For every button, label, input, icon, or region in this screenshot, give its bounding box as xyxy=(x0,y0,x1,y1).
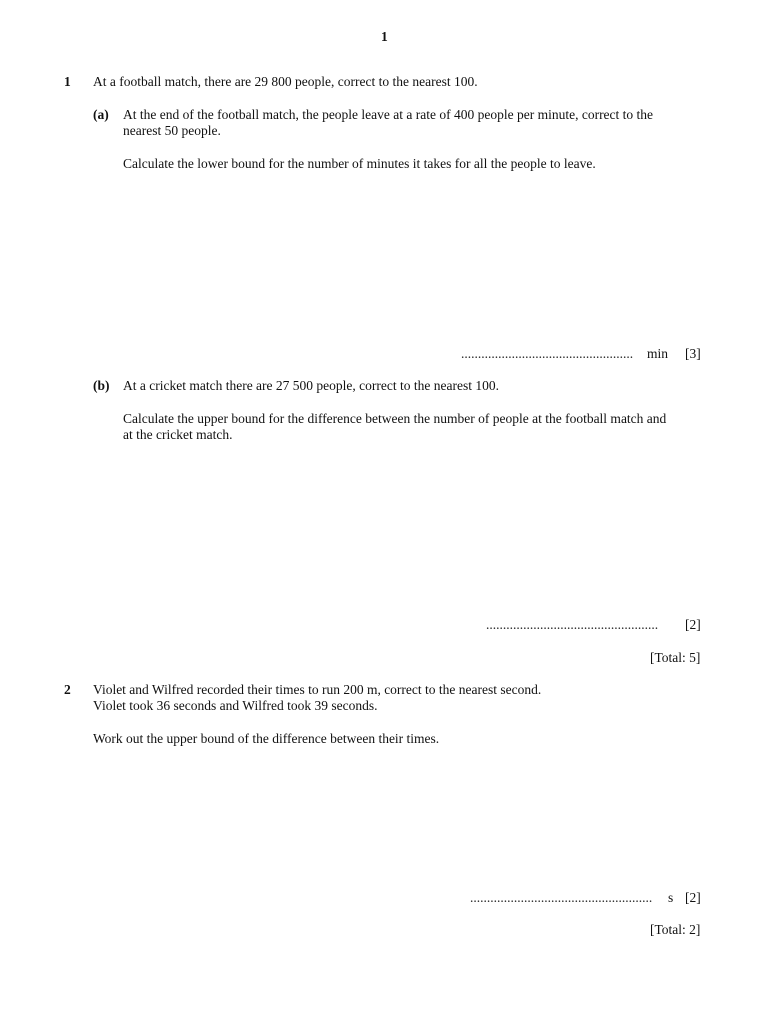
part-a-unit: min xyxy=(647,346,669,361)
question-1-number: 1 xyxy=(64,74,71,89)
part-b-stem: At a cricket match there are 27 500 people, correct to the nearest 100. xyxy=(123,378,499,393)
part-b-label: (b) xyxy=(93,378,110,393)
part-a-text-line1: At the end of the football match, the people leave at a rate of 400 people per minute, correct to the xyxy=(123,107,654,122)
question-2-number: 2 xyxy=(64,682,71,697)
question-1-total: [Total: 5] xyxy=(650,650,701,665)
part-b-text-line1: Calculate the upper bound for the difference between the number of people at the football match and xyxy=(123,411,667,426)
question-1-stem: At a football match, there are 29 800 people, correct to the nearest 100. xyxy=(93,74,478,89)
question-2-answer-line[interactable]: ...................................................... xyxy=(470,890,653,905)
part-a-marks: [3] xyxy=(685,346,701,361)
part-a-instruction: Calculate the lower bound for the number of minutes it takes for all the people to leave. xyxy=(123,156,596,171)
part-a-label: (a) xyxy=(93,107,109,122)
part-a-answer-line[interactable]: ................................................... xyxy=(461,346,634,361)
question-2-instruction: Work out the upper bound of the difference between their times. xyxy=(93,731,440,746)
part-b-answer-line[interactable]: ................................................... xyxy=(486,617,659,632)
part-a-text-line2: nearest 50 people. xyxy=(123,123,221,138)
part-b-marks: [2] xyxy=(685,617,701,632)
question-2-marks: [2] xyxy=(685,890,701,905)
question-2-total: [Total: 2] xyxy=(650,922,701,937)
question-2-text-line2: Violet took 36 seconds and Wilfred took 39 seconds. xyxy=(93,698,378,713)
question-2-unit: s xyxy=(668,890,674,905)
part-b-text-line2: at the cricket match. xyxy=(123,427,233,442)
page-number: 1 xyxy=(381,29,388,44)
question-2-text-line1: Violet and Wilfred recorded their times to run 200 m, correct to the nearest second. xyxy=(93,682,542,697)
